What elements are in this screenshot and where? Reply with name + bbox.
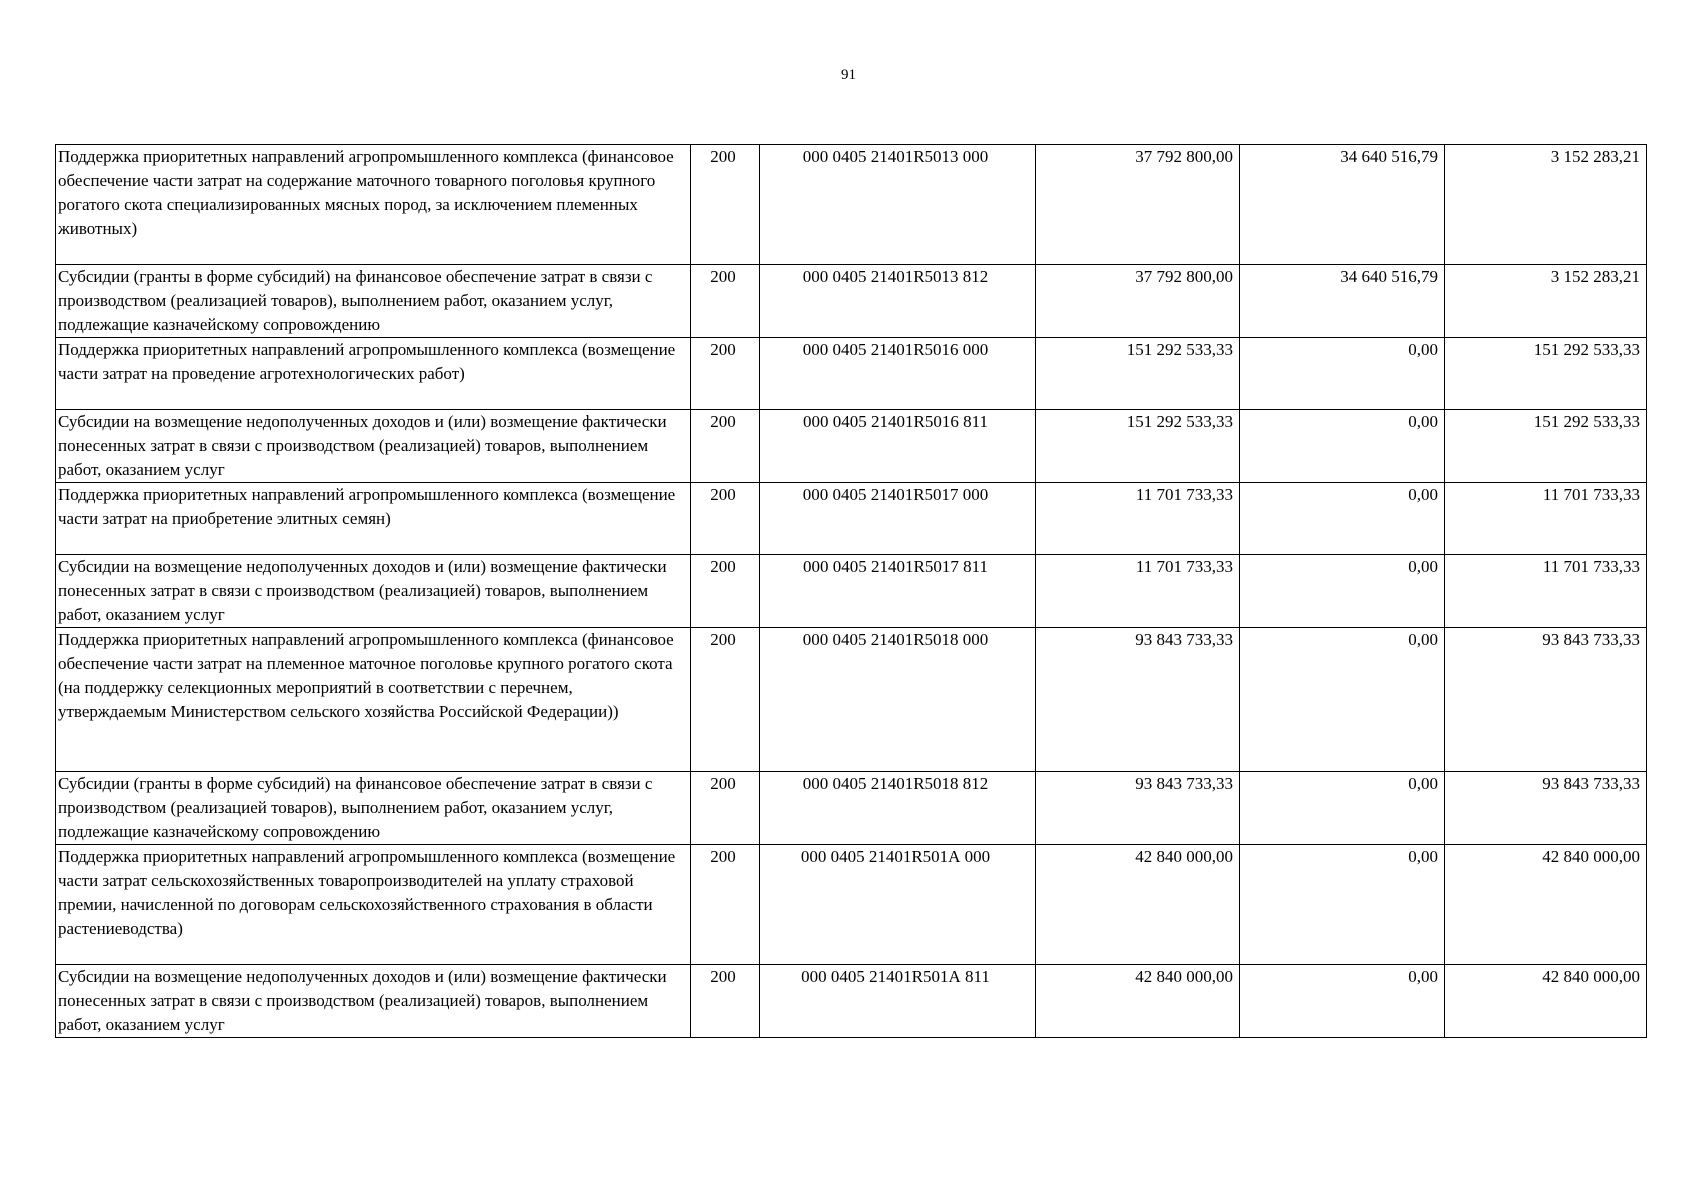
table-row	[56, 145, 1647, 265]
row-executed-cell: 0,00	[1240, 338, 1445, 410]
row-admin-code-cell: 200	[691, 410, 760, 483]
row-approved-cell: 151 292 533,33	[1036, 410, 1240, 483]
row-remaining-cell: 3 152 283,21	[1445, 145, 1647, 265]
table-row	[56, 772, 1647, 845]
row-name-cell: Субсидии на возмещение недополученных доходов и (или) возмещение фактически понесенных затрат в связи с производством (реализацией) товаров, выполнением работ, оказанием услуг	[56, 410, 691, 483]
row-budget-code-cell: 000 0405 21401R5013 000	[760, 145, 1036, 265]
row-approved-cell: 11 701 733,33	[1036, 483, 1240, 555]
row-admin-code-cell: 200	[691, 845, 760, 965]
row-executed-cell: 0,00	[1240, 845, 1445, 965]
row-remaining-cell: 11 701 733,33	[1445, 483, 1647, 555]
row-budget-code-cell: 000 0405 21401R5018 000	[760, 628, 1036, 772]
row-admin-code-cell: 200	[691, 772, 760, 845]
row-executed-cell: 0,00	[1240, 410, 1445, 483]
row-admin-code-cell: 200	[691, 628, 760, 772]
row-approved-cell: 37 792 800,00	[1036, 145, 1240, 265]
row-name-cell: Субсидии на возмещение недополученных доходов и (или) возмещение фактически понесенных затрат в связи с производством (реализацией) товаров, выполнением работ, оказанием услуг	[56, 555, 691, 628]
row-executed-cell: 0,00	[1240, 555, 1445, 628]
table-row	[56, 410, 1647, 483]
row-budget-code-cell: 000 0405 21401R5018 812	[760, 772, 1036, 845]
row-approved-cell: 151 292 533,33	[1036, 338, 1240, 410]
table-row	[56, 483, 1647, 555]
row-admin-code-cell: 200	[691, 145, 760, 265]
table-row	[56, 555, 1647, 628]
row-executed-cell: 0,00	[1240, 483, 1445, 555]
row-executed-cell: 0,00	[1240, 628, 1445, 772]
row-name-cell: Поддержка приоритетных направлений агропромышленного комплекса (возмещение части затрат на приобретение элитных семян)	[56, 483, 691, 555]
row-budget-code-cell: 000 0405 21401R501А 811	[760, 965, 1036, 1038]
row-name-cell: Поддержка приоритетных направлений агропромышленного комплекса (возмещение части затрат сельскохозяйственных товаропроизводителей на уплату страховой премии, начисленной по договорам сельскохозяйственного страхования в области растениеводства)	[56, 845, 691, 965]
row-approved-cell: 42 840 000,00	[1036, 845, 1240, 965]
row-remaining-cell: 11 701 733,33	[1445, 555, 1647, 628]
row-remaining-cell: 93 843 733,33	[1445, 628, 1647, 772]
row-name-cell: Поддержка приоритетных направлений агропромышленного комплекса (возмещение части затрат на проведение агротехнологических работ)	[56, 338, 691, 410]
row-budget-code-cell: 000 0405 21401R5013 812	[760, 265, 1036, 338]
row-executed-cell: 0,00	[1240, 965, 1445, 1038]
row-name-cell: Субсидии (гранты в форме субсидий) на финансовое обеспечение затрат в связи с производством (реализацией товаров), выполнением работ, оказанием услуг, подлежащие казначейскому сопровождению	[56, 772, 691, 845]
table-row	[56, 845, 1647, 965]
row-remaining-cell: 3 152 283,21	[1445, 265, 1647, 338]
row-remaining-cell: 93 843 733,33	[1445, 772, 1647, 845]
row-admin-code-cell: 200	[691, 555, 760, 628]
row-approved-cell: 93 843 733,33	[1036, 772, 1240, 845]
table-row	[56, 965, 1647, 1038]
row-name-cell: Поддержка приоритетных направлений агропромышленного комплекса (финансовое обеспечение части затрат на племенное маточное поголовье крупного рогатого скота (на поддержку селекционных мероприятий в соответствии с перечнем, утверждаемым Министерством сельского хозяйства Российской Федерации))	[56, 628, 691, 772]
row-admin-code-cell: 200	[691, 965, 760, 1038]
row-executed-cell: 0,00	[1240, 772, 1445, 845]
table-row	[56, 265, 1647, 338]
row-admin-code-cell: 200	[691, 338, 760, 410]
row-remaining-cell: 151 292 533,33	[1445, 338, 1647, 410]
row-name-cell: Субсидии (гранты в форме субсидий) на финансовое обеспечение затрат в связи с производством (реализацией товаров), выполнением работ, оказанием услуг, подлежащие казначейскому сопровождению	[56, 265, 691, 338]
row-remaining-cell: 42 840 000,00	[1445, 965, 1647, 1038]
row-name-cell: Субсидии на возмещение недополученных доходов и (или) возмещение фактически понесенных затрат в связи с производством (реализацией) товаров, выполнением работ, оказанием услуг	[56, 965, 691, 1038]
row-executed-cell: 34 640 516,79	[1240, 145, 1445, 265]
page-number: 91	[841, 67, 856, 83]
row-admin-code-cell: 200	[691, 265, 760, 338]
row-budget-code-cell: 000 0405 21401R5017 000	[760, 483, 1036, 555]
budget-table	[55, 144, 1647, 1038]
row-approved-cell: 93 843 733,33	[1036, 628, 1240, 772]
row-budget-code-cell: 000 0405 21401R5016 811	[760, 410, 1036, 483]
row-approved-cell: 11 701 733,33	[1036, 555, 1240, 628]
row-budget-code-cell: 000 0405 21401R5017 811	[760, 555, 1036, 628]
row-executed-cell: 34 640 516,79	[1240, 265, 1445, 338]
row-budget-code-cell: 000 0405 21401R501А 000	[760, 845, 1036, 965]
table-row	[56, 338, 1647, 410]
row-approved-cell: 37 792 800,00	[1036, 265, 1240, 338]
row-remaining-cell: 42 840 000,00	[1445, 845, 1647, 965]
row-name-cell: Поддержка приоритетных направлений агропромышленного комплекса (финансовое обеспечение части затрат на содержание маточного товарного поголовья крупного рогатого скота специализированных мясных пород, за исключением племенных животных)	[56, 145, 691, 265]
row-budget-code-cell: 000 0405 21401R5016 000	[760, 338, 1036, 410]
row-admin-code-cell: 200	[691, 483, 760, 555]
table-row	[56, 628, 1647, 772]
row-approved-cell: 42 840 000,00	[1036, 965, 1240, 1038]
row-remaining-cell: 151 292 533,33	[1445, 410, 1647, 483]
